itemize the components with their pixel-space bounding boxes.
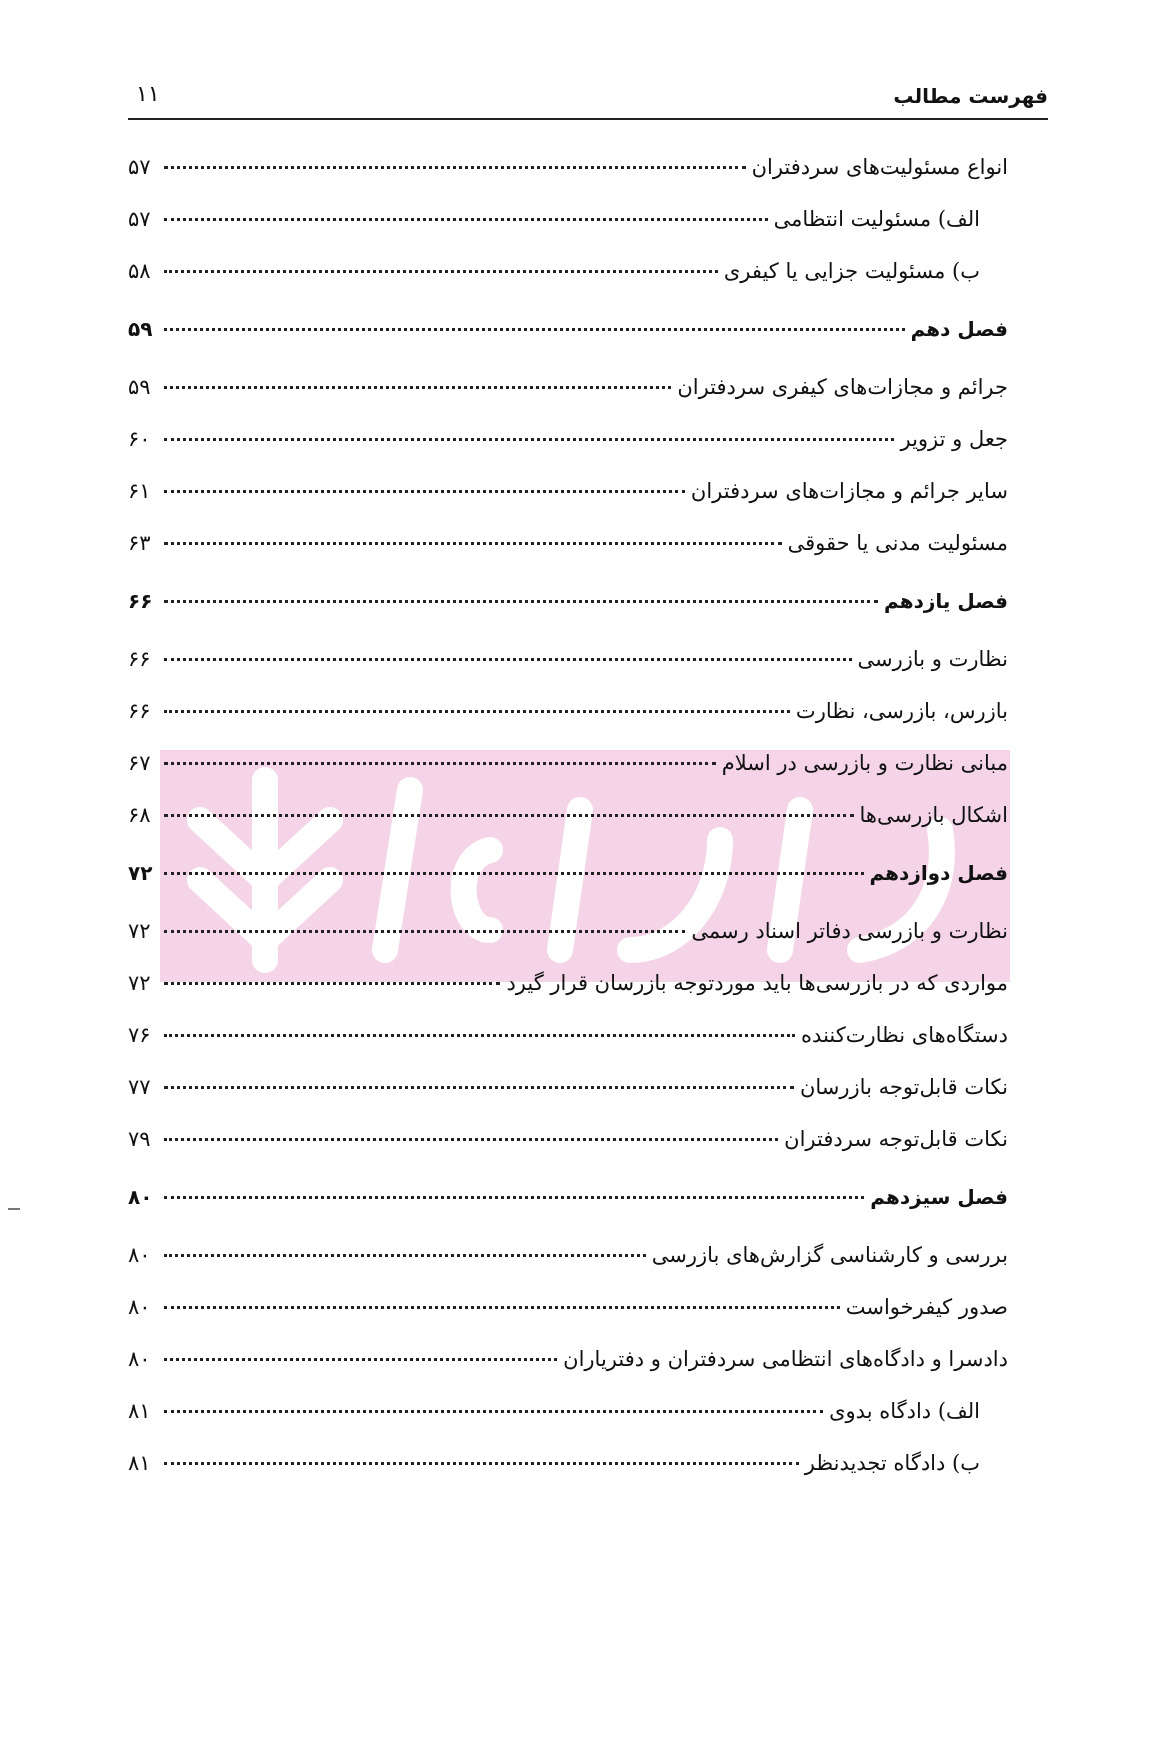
toc-entry-title: دستگاه‌های نظارت‌کننده [801, 1023, 1008, 1047]
toc-chapter-heading [128, 861, 1008, 913]
dot-leader [164, 1462, 799, 1465]
table-of-contents [128, 155, 1008, 1503]
toc-entry-page: ۶۶ [128, 699, 151, 723]
dot-leader [164, 438, 894, 441]
toc-entry-page: ۶۸ [128, 803, 151, 827]
dot-leader [164, 710, 790, 713]
toc-entry-title: الف) دادگاه بدوی [829, 1399, 980, 1423]
toc-subentry [128, 207, 1008, 259]
toc-entry-page: ۶۳ [128, 531, 151, 555]
toc-entry-title: ب) مسئولیت جزایی یا کیفری [723, 259, 980, 283]
dot-leader [164, 814, 854, 817]
dot-leader [164, 1034, 795, 1037]
toc-entry-title: فصل سیزدهم [870, 1185, 1008, 1209]
dot-leader [164, 930, 685, 933]
toc-chapter-heading [128, 317, 1008, 369]
dot-leader [164, 328, 905, 331]
toc-entry [128, 1075, 1008, 1127]
toc-entry [128, 647, 1008, 699]
toc-entry [128, 375, 1008, 427]
dot-leader [164, 1138, 778, 1141]
toc-entry-title: نظارت و بازرسی [857, 647, 1008, 671]
dot-leader [164, 490, 685, 493]
dot-leader [164, 1410, 823, 1413]
toc-entry-page: ۶۰ [128, 427, 151, 451]
toc-entry [128, 1127, 1008, 1179]
page-title: فهرست مطالب [893, 84, 1048, 108]
toc-entry-title: فصل یازدهم [884, 589, 1008, 613]
toc-entry [128, 699, 1008, 751]
toc-entry-page: ۸۰ [128, 1243, 151, 1267]
toc-entry-page: ۸۰ [128, 1347, 151, 1371]
toc-entry-title: بررسی و کارشناسی گزارش‌های بازرسی [651, 1243, 1008, 1267]
dot-leader [164, 166, 746, 169]
toc-entry [128, 531, 1008, 583]
dot-leader [164, 658, 852, 661]
toc-entry-title: نکات قابل‌توجه بازرسان [799, 1075, 1008, 1099]
dot-leader [164, 1086, 794, 1089]
toc-subentry [128, 1399, 1008, 1451]
dot-leader [164, 872, 864, 875]
dot-leader [164, 1254, 646, 1257]
scan-mark [8, 1208, 20, 1210]
toc-entry-title: ب) دادگاه تجدیدنظر [804, 1451, 980, 1475]
toc-entry [128, 971, 1008, 1023]
toc-entry-page: ۸۰ [128, 1295, 151, 1319]
toc-entry-page: ۵۹ [128, 317, 153, 341]
toc-entry-page: ۸۱ [128, 1399, 151, 1423]
toc-entry-title: جعل و تزویر [900, 427, 1008, 451]
toc-entry-page: ۷۶ [128, 1023, 151, 1047]
dot-leader [164, 982, 500, 985]
toc-entry [128, 1347, 1008, 1399]
page-header [128, 78, 1048, 120]
toc-entry [128, 1295, 1008, 1347]
toc-entry [128, 1243, 1008, 1295]
toc-entry-title: انواع مسئولیت‌های سردفتران [751, 155, 1008, 179]
toc-entry-title: مسئولیت مدنی یا حقوقی [787, 531, 1008, 555]
toc-entry-page: ۷۲ [128, 971, 151, 995]
toc-entry-title: اشکال بازرسی‌ها [859, 803, 1008, 827]
toc-entry-page: ۸۱ [128, 1451, 151, 1475]
toc-entry-title: نظارت و بازرسی دفاتر اسناد رسمی [691, 919, 1008, 943]
toc-entry-page: ۵۹ [128, 375, 151, 399]
toc-entry-page: ۶۱ [128, 479, 151, 503]
toc-entry [128, 1023, 1008, 1075]
toc-entry-page: ۶۷ [128, 751, 151, 775]
toc-entry [128, 919, 1008, 971]
toc-entry [128, 751, 1008, 803]
toc-entry [128, 479, 1008, 531]
dot-leader [164, 762, 716, 765]
dot-leader [164, 1306, 840, 1309]
toc-entry-title: بازرس، بازرسی، نظارت [795, 699, 1008, 723]
dot-leader [164, 1196, 864, 1199]
dot-leader [164, 1358, 557, 1361]
toc-entry-title: الف) مسئولیت انتظامی [773, 207, 980, 231]
toc-entry-page: ۸۰ [128, 1185, 153, 1209]
dot-leader [164, 218, 768, 221]
toc-entry-page: ۶۶ [128, 647, 151, 671]
toc-entry-title: فصل دوازدهم [869, 861, 1008, 885]
toc-entry-page: ۵۸ [128, 259, 151, 283]
toc-entry-title: دادسرا و دادگاه‌های انتظامی سردفتران و دفتریاران [563, 1347, 1008, 1371]
toc-subentry [128, 1451, 1008, 1503]
toc-entry-title: سایر جرائم و مجازات‌های سردفتران [690, 479, 1008, 503]
page-number: ۱۱ [136, 82, 160, 107]
toc-entry-title: صدور کیفرخواست [845, 1295, 1008, 1319]
toc-entry-page: ۷۲ [128, 861, 153, 885]
toc-entry-page: ۵۷ [128, 207, 151, 231]
toc-entry-page: ۵۷ [128, 155, 151, 179]
toc-chapter-heading [128, 589, 1008, 641]
dot-leader [164, 600, 878, 603]
toc-entry [128, 803, 1008, 855]
toc-entry [128, 427, 1008, 479]
toc-entry-page: ۷۹ [128, 1127, 151, 1151]
toc-entry-title: فصل دهم [910, 317, 1008, 341]
dot-leader [164, 386, 671, 389]
dot-leader [164, 270, 718, 273]
toc-entry-title: مبانی نظارت و بازرسی در اسلام [721, 751, 1008, 775]
toc-chapter-heading [128, 1185, 1008, 1237]
toc-entry-title: نکات قابل‌توجه سردفتران [784, 1127, 1008, 1151]
toc-subentry [128, 259, 1008, 311]
toc-entry [128, 155, 1008, 207]
toc-entry-title: جرائم و مجازات‌های کیفری سردفتران [677, 375, 1008, 399]
toc-entry-page: ۷۷ [128, 1075, 151, 1099]
dot-leader [164, 542, 782, 545]
toc-entry-title: مواردی که در بازرسی‌ها باید موردتوجه بازرسان قرار گیرد [506, 971, 1008, 995]
toc-entry-page: ۷۲ [128, 919, 151, 943]
toc-entry-page: ۶۶ [128, 589, 153, 613]
